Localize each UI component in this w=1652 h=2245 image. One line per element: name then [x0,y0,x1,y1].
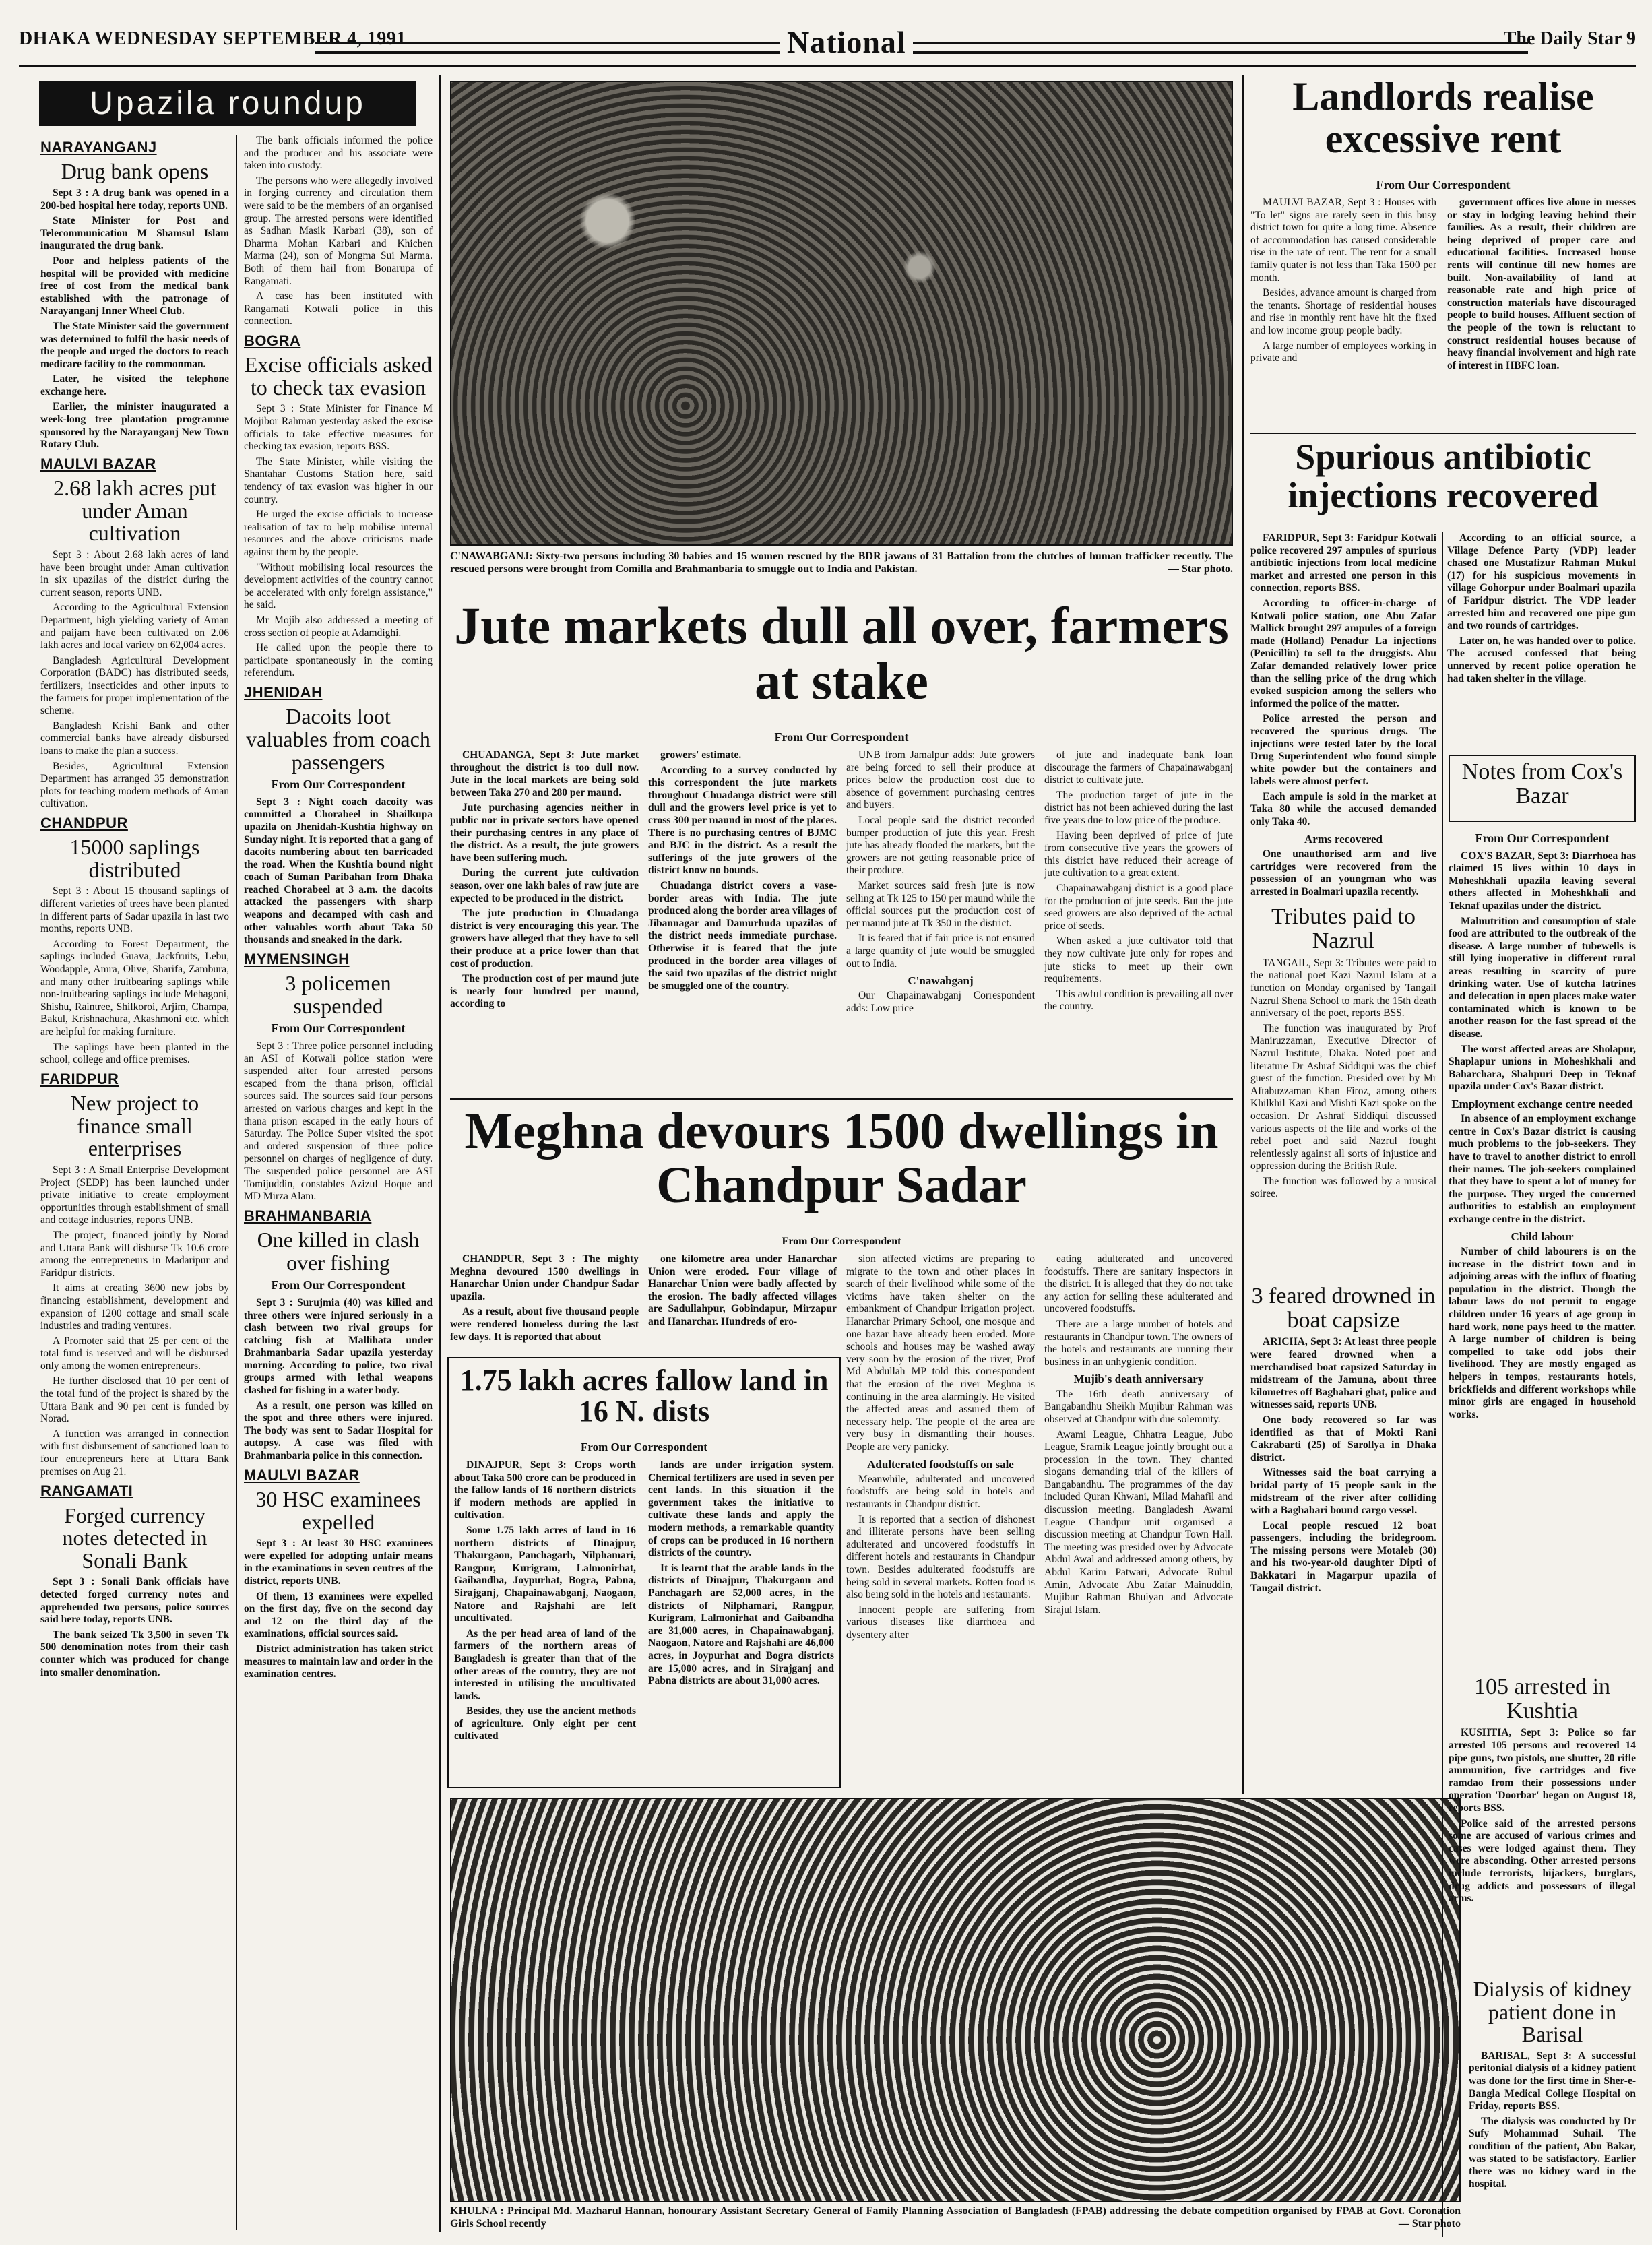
paragraph: Sept 3 : About 2.68 lakh acres of land have been brought under Aman cultivation in six upazilas of the district during the current season, reports UNB. [40,549,229,598]
paragraph: Sept 3 : A Small Enterprise Development Project (SEDP) has been launched under private initiative to create employment opportunities through establishment of small and cottage industries, reports UNB. [40,1164,229,1226]
paragraph: According to a survey conducted by this correspondent the jute markets throughout Chuadanga district were still dull and the growers level price is yet to cross 300 per maund in most of the places. There is no purchasing centres of BJMC and BJC in the district. As a result the sufferings of the jute growers of the district know no bounds. [648,764,837,877]
column-divider [439,75,441,2232]
paragraph: Chapainawabganj district is a good place for the production of jute seeds. But the jute seed growers are also deprived of the actual price of seeds. [1044,882,1233,932]
paragraph: District administration has taken strict measures to maintain law and order in the examination centres. [244,1643,433,1680]
paragraph: Awami League, Chhatra League, Jubo League, Sramik League jointly brought out a procession in the town. They chanted slogans demanding trial of the killers of Bangabandhu. The programmes of the day included Quran Khwani, Milad Mahafil and discussion meeting. Bangladesh Awami League Chandpur unit organised a discussion meeting at Chandpur Town Hall. The meeting was presided over by Advocate Abdul Awal and addressed among others, by Abdul Karim Patwari, Advocate Ruhul Amin, Advocate Abu Zafar Mainuddin, Mujibur Rahman Bhuiyan and Advocate Sirajul Islam. [1044,1428,1233,1616]
jute-column-3 [846,749,1035,1086]
paragraph: There are a large number of hotels and restaurants in Chandpur town. The owners of the hotels and restaurants are running their business in an unhygienic condition. [1044,1318,1233,1368]
jute-headline: Jute markets dull all over, farmers at stake [454,596,1229,710]
jute-column-2 [648,749,837,1086]
article-headline: 15000 saplings distributed [69,835,200,882]
paragraph: The function was followed by a musical soiree. [1250,1175,1436,1200]
paragraph: Bangladesh Agricultural Development Corporation (BADC) has distributed seeds, fertilizers, insecticides and other inputs to the farmers for proper implementation of the scheme. [40,654,229,717]
paragraph: Later on, he was handed over to police. The accused confessed that being unnerved by recent police operation he had taken shelter in the village. [1447,635,1636,685]
antibiotic-headline: Spurious antibiotic injections recovered [1288,437,1599,515]
paragraph: growers' estimate. [660,749,742,761]
article-headline: Forged currency notes detected in Sonali Bank [62,1503,208,1573]
article-headline: Drug bank opens [61,159,209,184]
paragraph: Each ampule is sold in the market at Taka 80 while the accused demanded only Taka 40. [1250,790,1436,828]
paragraph: COX'S BAZAR, Sept 3: Diarrhoea has claimed 15 lives within 10 days in Moheshkhali upazila leaving several others affected in Moheshkhali and Teknaf upazilas under the district. [1449,850,1636,912]
paragraph: He urged the excise officials to increase realisation of tax to help mobilise internal resources and the above criticisms made against them by the people. [244,509,433,559]
paragraph: lands are under irrigation system. Chemical fertilizers are used in seven per cent lands. In this situation if the government takes the initiative to cultivate these lands and apply the modern methods, a remarkable quantity of crops can be produced in 16 northern districts of the country. [648,1459,834,1559]
landlords-column-1 [1250,197,1436,426]
paragraph: According to the Agricultural Extension Department, high yielding variety of Aman and paijam have been cultivated on 2.06 lakh acres and local variety on 62,004 acres. [40,602,229,652]
paragraph: Sept 3 : Three police personnel including an ASI of Kotwali police station were suspended after four arrested persons escaped from the thana prison, official sources said. The sources said four persons arrested on various charges and kept in the thana prison escaped in the early hours of Saturday. The Police Super visited the spot and ordered suspension of three police personnel on charges of negligence of duty. The suspended police personnel are ASI Tomijuddin, constables Azizul Hoque and MD Mirza Alam. [244,1040,433,1203]
paragraph: Sept 3 : A drug bank was opened in a 200-bed hospital here today, reports UNB. [40,187,229,212]
paragraph: of jute and inadequate bank loan discourage the farmers of Chapainawabganj district to cultivate jute. [1044,749,1233,786]
meghna-column-2 [648,1253,837,1354]
coxs-headline: Notes from Cox's Bazar [1461,759,1623,809]
paragraph: Besides, they use the ancient methods of agriculture. Only eight per cent cultivated [454,1705,636,1742]
paragraph: He further disclosed that 10 per cent of the total fund of the project is shared by the Uttara Bank and 90 per cent is funded by Norad. [40,1375,229,1425]
paragraph: The worst affected areas are Sholapur, Shaplapur unions in Moheshkhali and Baharchara, Shahpuri Deep in Teknaf upazila under Cox's Bazar district. [1449,1043,1636,1093]
paragraph: A Promoter said that 25 per cent of the total fund is reserved and will be disbursed only among the women entrepreneurs. [40,1335,229,1372]
fallow-byline: From Our Correspondent [581,1441,707,1453]
article-headline: Tributes paid to Nazrul [1271,904,1416,954]
paragraph: Local people said the district recorded bumper production of jute this year. Fresh jute has already flooded the markets, but the growers are not getting reasonable price of their produce. [846,814,1035,877]
paragraph: Of them, 13 examinees were expelled on the first day, five on the second day and 12 on the third day of the examinations, official sources said. [244,1590,433,1640]
column-divider [1242,75,1244,1794]
paragraph: Besides, Agricultural Extension Department has arranged 35 demonstration plots for teaching modern methods of Aman cultivation. [40,760,229,810]
paragraph: When asked a jute cultivator told that they now cultivate jute only for ropes and jute sticks to meet up their own requirements. [1044,935,1233,985]
column-divider [1442,532,1443,2237]
paragraph: Sept 3 : Sonali Bank officials have detected forged currency notes and apprehended two persons, police sources said here today, reports UNB. [40,1576,229,1626]
landlords-column-2 [1447,197,1636,426]
paragraph: A case has been instituted with Rangamati Kotwali police in this connection. [244,290,433,327]
article-headline: Dialysis of kidney patient done in Barisal [1473,1977,1632,2047]
paragraph: Meanwhile, adulterated and uncovered foodstuffs are being sold in hotels and restaurants in Chandpur district. [846,1473,1035,1511]
subhead: Adulterated foodstuffs on sale [867,1457,1014,1471]
article-headline: 105 arrested in Kushtia [1473,1674,1611,1724]
paragraph: Mr Mojib also addressed a meeting of cross section of people at Adamdighi. [244,614,433,639]
paragraph: government offices live alone in messes or stay in lodging leaving behind their families. As a result, their children are being deprived of proper care and educational facilities. Increased house rents will continue till new homes are built. Non-availability of land at reasonable rate and high price of construction materials have discouraged people to build houses. Affluent section of the people of the town is reluctant to construct residential houses because of heavy financial involvement and high rate of interest in HBFC loan. [1447,197,1636,371]
jute-byline: From Our Correspondent [774,730,909,744]
district-label: JHENIDAH [244,683,323,701]
paragraph: Poor and helpless patients of the hospital will be provided with medicine free of cost from the medical bank established with the patronage of Narayanganj Inner Wheel Club. [40,255,229,317]
photo-caption [450,2205,1461,2230]
paragraph: eating adulterated and uncovered foodstuffs. There are sanitary inspectors in the district. It is alleged that they do not take any action for selling these adulterated and uncovered foodstuffs. [1044,1253,1233,1315]
meghna-column-3 [846,1253,1035,1785]
upazila-roundup-banner: Upazila roundup [39,81,416,126]
paragraph: As the per head area of land of the farmers of the northern areas of Bangladesh is greater than that of the other areas of the country, they are not interested in utilising the uncultivated lands. [454,1627,636,1702]
meghna-byline: From Our Correspondent [782,1236,901,1247]
paragraph: This awful condition is prevailing all over the country. [1044,988,1233,1013]
photo-credit: — Star photo [1398,2218,1461,2230]
paragraph: CHANDPUR, Sept 3 : The mighty Meghna devoured 1500 dwellings in Hanarchar Union under Chandpur Sadar upazila. [450,1253,639,1302]
jute-column-4 [1044,749,1233,1086]
paragraph: FARIDPUR, Sept 3: Faridpur Kotwali police recovered 297 ampules of spurious antibiotic injections from local medicine market and arrested one person in this connection, reports BSS. [1250,532,1436,594]
masthead-date: DHAKA WEDNESDAY SEPTEMBER 4, 1991 [19,28,406,49]
district-label: MAULVI BAZAR [244,1466,360,1484]
paragraph: Some 1.75 lakh acres of land in 16 northern districts of Dinajpur, Thakurgaon, Panchagarh, Nilphamari, Rangpur, Kurigram, Lalmonirhat, Gaibandha, Joypurhat, Bogra, Pabna, Sirajganj, Chapainawabganj, Naogaon, Natore and Rajshahi are left uncultivated. [454,1524,636,1624]
paragraph: Earlier, the minister inaugurated a week-long tree plantation programme sponsored by the Narayanganj New Town Rotary Club. [40,401,229,451]
paragraph: KUSHTIA, Sept 3: Police so far arrested 105 persons and recovered 14 pipe guns, two pistols, one shutter, 20 rifle ammunition, five cartridges and five ramdao from their possessions under operation 'Doorbar' began on August 18, reports BSS. [1449,1727,1636,1814]
paragraph: It is reported that a section of dishonest and illiterate persons have been selling adulterated and uncovered foodstuffs in different hotels and restaurants in Chandpur town. Besides adulterated foodstuffs are being sold in several markets. Rotten food is also being sold in the hotels and restaurants. [846,1513,1035,1601]
paragraph: Sept 3 : About 15 thousand saplings of different varieties of trees have been planted in different parts of Sadar upazila in last two months, reports UNB. [40,885,229,935]
kidney-dialysis-article [1469,1974,1636,2230]
paragraph: Innocent people are suffering from various diseases like diarrhoea and dysentery after [846,1604,1035,1641]
paragraph: Chuadanga district covers a vase-border areas with India. The jute produced along the border area villages of Jibannagar and Damurhuda upazilas of the district needs immediate purchase. Otherwise it is feared that the jute produced in the border area villages of the said two upazilas of the district might be smuggled one of the country. [648,879,837,992]
paragraph: The project, financed jointly by Norad and Uttara Bank will disburse Tk 10.6 crore among the entrepreneurs in Madaripur and Faridpur districts. [40,1229,229,1279]
paragraph: BARISAL, Sept 3: A successful peritonial dialysis of a kidney patient was done for the first time in Sher-e-Bangla Medical College Hospital on Friday, reports BSS. [1469,2050,1636,2112]
district-label: RANGAMATI [40,1482,133,1500]
paragraph: According to an official source, a Village Defence Party (VDP) leader chased one Mustafizur Rahman Mukul (17) for his suspicious movements in village Gohorpur under Boalmari upazila of Faridpur district. The VDP leader arrested him and recovered one pipe gun and two rounds of cartridges. [1447,532,1636,632]
masthead [19,19,1636,62]
paragraph: Sept 3 : Surujmia (40) was killed and three others were injured seriously in a clash between two rival groups for catching fish at Mallihata under Brahmanbaria Sadar upazila yesterday morning. According to police, two rival groups armed with lethal weapons clashed for fishing in a water body. [244,1296,433,1397]
photo-caption-text: KHULNA : Principal Md. Mazharul Hannan, honourary Assistant Secretary General of Family Planning Association of Bangladesh (FPAB) addressing the debate competition organised by FPAB at Govt. Coronation Girls School recently [450,2205,1461,2230]
paragraph: Later, he visited the telephone exchange here. [40,373,229,398]
byline: From Our Correspondent [271,1021,406,1036]
fallow-column-2 [648,1459,834,1783]
district-label: MAULVI BAZAR [40,455,156,472]
paragraph: The production target of jute in the district has not been achieved during the last five years due to low price of the produce. [1044,789,1233,826]
paragraph: Having been deprived of price of jute from consecutive five years the growers of this district have reduced their acreage of jute cultivation to a great extent. [1044,829,1233,879]
meghna-headline: Meghna devours 1500 dwellings in Chandpur Sadar [464,1103,1219,1213]
article-headline: New project to finance small enterprises [70,1091,199,1161]
district-label: MYMENSINGH [244,950,350,968]
paragraph: In absence of an employment exchange centre in Cox's Bazar district is causing much problems to the job-seekers. They have to travel to another district to enroll their names. The job-seekers complained that they have to spent a lot of money for the purpose. They urged the concerned authorities to establish an employment exchange centre in the district. [1449,1113,1636,1226]
section-title: National [780,24,913,60]
photo-caption-text: C'NAWABGANJ: Sixty-two persons including 30 babies and 15 women rescued by the BDR jawans of 31 Battalion from the clutches of human trafficker recently. The rescued persons were brought from Comilla and Brahmanbaria to smuggle out to India and Pakistan. [450,550,1233,575]
paragraph: The persons who were allegedly involved in forging currency and circulation them were said to be the members of an organised group. The arrested persons were identified as Sadhan Masik Karbari (38), son of Dharma Mohan Karbari and Khichen Marma (24), son of Mongma Sui Marma. Both of them hail from Bonarupa of Rangamati. [244,175,433,287]
paragraph: Our Chapainawabganj Correspondent adds: Low price [846,990,1035,1015]
fallow-column-1 [454,1459,636,1783]
paragraph: DINAJPUR, Sept 3: Crops worth about Taka 500 crore can be produced in the fallow lands of 16 northern districts if modern methods are applied in cultivation. [454,1459,636,1521]
jute-column-1 [450,749,639,1086]
subhead: Employment exchange centre needed [1451,1097,1633,1110]
paragraph: The jute production in Chuadanga district is very encouraging this year. The growers have alleged that they have to sell their produce at a price lower than that cost of production. [450,908,639,970]
district-label: CHANDPUR [40,814,128,831]
district-label: BRAHMANBARIA [244,1207,372,1224]
article-headline: Dacoits loot valuables from coach passengers [246,704,431,774]
paragraph: Police said of the arrested persons some are accused of various crimes and cases were lodged against them. They were absconding. Other arrested persons include terrorists, hijackers, burglars, drug addicts and possessors of illegal arms. [1449,1817,1636,1905]
paragraph: Sept 3 : Night coach dacoity was committed a Chorabeel in Shailkupa upazila on Jhenidah-Kushtia highway on Sunday night. It is reported that a gang of dacoits numbering about ten barricaded the road. When the Kushtia bound night coach of Suman Paribahan from Dhaka reached Chorabeel at 3 a.m. the dacoits attacked the passengers with sharp weapons and decamped with cash and other valuables worth about Taka 50 thousands and sneaked in the dark. [244,796,433,946]
section-divider [450,1098,1233,1100]
byline: From Our Correspondent [271,778,406,792]
paragraph: Malnutrition and consumption of stale food are attributed to the outbreak of the disease. A large number of tubewells is still lying inoperative in different rural areas resulting in scarcity of pure drinking water. Use of kutcha latrines and defecation in open places make water contaminated which is known to be another reason for the fast spread of the disease. [1449,915,1636,1040]
article-headline: 2.68 lakh acres put under Aman cultivation [53,476,216,546]
rescued-persons-photo [450,81,1233,546]
paragraph: The bank seized Tk 3,500 in seven Tk 500 denomination notes from their cash counter which was produced for change into smaller denomination. [40,1629,229,1678]
boat-capsize-article [1250,1280,1436,1792]
article-headline: 3 policemen suspended [285,971,391,1018]
article-headline: 3 feared drowned in boat capsize [1251,1284,1436,1333]
paragraph: CHUADANGA, Sept 3: Jute market throughout the district is too dull now. Jute in the local markets are being sold between Taka 270 and 280 per maund. [450,749,639,798]
paragraph: "Without mobilising local resources the development activities of the country cannot be accelerated with only foreign assistance," he said. [244,561,433,611]
column-divider [236,135,237,2230]
paragraph: Police arrested the person and recovered the spurious drugs. The injections were tested later by the local Drug Superintendent who found simple white powder but the containers and labels were almost perfect. [1250,713,1436,788]
landlords-byline: From Our Correspondent [1376,178,1511,191]
meghna-column-1 [450,1253,639,1354]
paragraph: A function was arranged in connection with first disbursement of sanctioned loan to four entrepreneurs here at Uttara Bank premises on Aug 21. [40,1428,229,1478]
article-headline: Excise officials asked to check tax evasion [244,352,433,400]
section-divider [1250,433,1636,434]
paragraph: The dialysis was conducted by Dr Sufy Mohammad Suhail. The condition of the patient, Abu Bakar, was stated to be satisfactory. Earlier there was no kidney ward in the hospital. [1469,2115,1636,2190]
paragraph: Jute purchasing agencies neither in public nor in private sectors have opened their purchasing centres in any place of the district. As a result, the jute growers have been suffering much. [450,802,639,864]
paragraph: The 16th death anniversary of Bangabandhu Sheikh Mujibur Rahman was observed at Chandpur with due solemnity. [1044,1388,1233,1425]
paragraph: According to Forest Department, the saplings included Guava, Jackfruits, Lebu, Woodapple, Amra, Olive, Sharifa, Zambura, and many other fruitbearing saplings while non-fruitbearing saplings include Mehagoni, Shishu, Raintree, Shilkoroi, Arjim, Champa, Bakul, Krishnachura, Akashmoni etc. which are helpful for making furniture. [40,938,229,1038]
paragraph: sion affected victims are preparing to migrate to the town and other places in search of their livelihood while some of the victims have taken shelter on the embankment of Chandpur Irrigation project. Hanarchar Primary School, one mosque and one bazar have already been eroded. More schools and houses may be washed away very soon by the erosion of the river, Prof Md Abdullah MP told this correspondent that the erosion of the river Meghna is continuing in the area alarmingly. He visited the affected areas and assured them of necessary help. The people of the area are very busy in dismantling their houses. People are very panicky. [846,1253,1035,1453]
paragraph: Market sources said fresh jute is now selling at Tk 125 to 150 per maund while the official sources put the production cost of per maund jute at Tk 350 in the district. [846,879,1035,929]
paragraph: Sept 3 : State Minister for Finance M Mojibor Rahman yesterday asked the excise officials to take effective measures for checking tax evasion, reports BSS. [244,403,433,453]
coxs-bazar-article [1449,830,1636,1672]
paragraph: Sept 3 : At least 30 HSC examinees were expelled for adopting unfair means in the examinations in seven centres of the district, reports UNB. [244,1538,433,1587]
subhead: C'nawabganj [908,974,974,988]
paragraph: one kilometre area under Hanarchar Union were eroded. Four village of Hanarchar Union were badly affected by the erosion. The badly affected villages are Sadullahpur, Gobindapur, Mirzapur and Hanarchar. Hundreds of ero- [648,1253,837,1327]
upazila-column-2 [244,135,433,2230]
kushtia-article [1449,1671,1636,1967]
masthead-rule [315,42,1528,54]
paragraph: The State Minister, while visiting the Shantahar Customs Station here, said tendency of tax evasion was higher in our country. [244,455,433,505]
district-label: NARAYANGANJ [40,139,157,156]
paragraph: UNB from Jamalpur adds: Jute growers are being forced to sell their produce at prices below the production cost due to absence of government purchasing centres and buyers. [846,749,1035,811]
antibiotic-column-1 [1250,532,1436,1273]
paragraph: It is feared that if fair price is not ensured a large quantity of jute would be smuggled out to India. [846,932,1035,970]
district-label: FARIDPUR [40,1070,119,1087]
paragraph: One body recovered so far was identified as that of Mokti Rani Cakrabarti (25) of Sarollya in Dhaka district. [1250,1414,1436,1463]
paper-name-page: The Daily Star 9 [1503,28,1636,49]
subhead: Arms recovered [1304,832,1383,846]
fallow-headline: 1.75 lakh acres fallow land in 16 N. dists [459,1364,829,1428]
paragraph: State Minister for Post and Telecommunication M Shamsul Islam inaugurated the drug bank. [40,215,229,252]
paragraph: He called upon the people there to participate spontaneously in the coming referendum. [244,642,433,679]
paragraph: As a result, about five thousand people were rendered homeless during the last few days. It is reported that about [450,1306,639,1343]
top-rule [19,65,1636,67]
subhead: Mujib's death anniversary [1073,1372,1204,1386]
paragraph: ARICHA, Sept 3: At least three people were feared drowned when a merchandised boat capsized Saturday in midstream of the Jamuna, about three kilometres off Baghabari ghat, police and witnesses said, reports UNB. [1250,1336,1436,1411]
paragraph: Number of child labourers is on the increase in the district town and in adjoining areas with the influx of floating population in the district. Though the labour laws do not permit to engage children under 16 years of age group in hard work, none pays heed to the matter. A large number of children is being compelled to take odd jobs their livelihood. They are mostly engaged as helpers in tempos, restaurants hotels, brickfields and different workshops while minor girls are engaged in household works. [1449,1246,1636,1420]
byline: From Our Correspondent [1475,831,1610,845]
photo-credit: — Star photo. [1168,563,1233,575]
paragraph: The bank officials informed the police and the producer and his associate were taken into custody. [244,135,433,172]
subhead: Child labour [1511,1230,1574,1243]
paragraph: It is learnt that the arable lands in the districts of Dinajpur, Thakurgaon and Panchagarh are 52,000 acres, in the districts of Nilphamari, Rangpur, Kurigram, Lalmonirhat and Gaibandha are 31,000 acres, in Chapainawabganj, Naogaon, Natore and Rajshahi are 46,000 acres, in Joypurhat and Bogra districts are 15,000 acres, and in Sirajganj and Pabna districts are about 31,000 acres. [648,1562,834,1687]
article-headline: One killed in clash over fishing [257,1228,420,1275]
paragraph: Bangladesh Krishi Bank and other commercial banks have already disbursed loans to make the plan a success. [40,720,229,757]
paragraph: One unauthorised arm and live cartridges were recovered from the possession of an youngman who was arrested in Boalmari upazila recently. [1250,848,1436,897]
photo-caption [450,550,1233,575]
paragraph: The State Minister said the government was determined to fulfil the basic needs of the people and urged the doctors to reach medicare facility to the commonman. [40,320,229,370]
district-label: BOGRA [244,331,301,349]
paragraph: The production cost of per maund jute is nearly four hundred per maund, according to [450,973,639,1010]
paragraph: Witnesses said the boat carrying a bridal party of 15 people sank in the midstream of the river after colliding with a Baghabari bound cargo vessel. [1250,1467,1436,1517]
upazila-column-1 [40,135,229,2230]
paragraph: It aims at creating 3600 new jobs by financing establishment, development and expansion of 1200 cottage and small scale industries and trading ventures. [40,1282,229,1332]
byline: From Our Correspondent [271,1278,406,1292]
paragraph: Local people rescued 12 boat passengers, including the bridegroom. The missing persons were Motaleb (30) and his two-year-old daughter Dipti of Bakkatari in Magarpur upazila of Tangail district. [1250,1519,1436,1594]
landlords-headline: Landlords realise excessive rent [1292,74,1594,161]
paragraph: Besides, advance amount is charged from the tenants. Shortage of residential houses and rise in monthly rent have hit the fixed and low income group people badly. [1250,287,1436,336]
article-headline: 30 HSC examinees expelled [255,1487,421,1534]
antibiotic-column-2 [1447,532,1636,748]
paragraph: As a result, one person was killed on the spot and three others were injured. The body was sent to Sadar Hospital for autopsy. A case was filed with Brahmanbaria police in this connection. [244,1399,433,1462]
paragraph: MAULVI BAZAR, Sept 3 : Houses with "To let" signs are rarely seen in this busy district town for quite a long time. Absence of accommodation has caused considerable rise in the rate of rent. The rent for a small family quater is not less than Taka 1500 per month. [1250,197,1436,284]
paragraph: According to officer-in-charge of Kotwali police station, one Abu Zafar Mallick brought 297 ampules of a foreign made (Holland) Penadur La injections (Penicillin) to sell to the druggists. Abu Zafar demanded relatively lower price than the selling price of the drug which evoked suspicion among the sellers who informed the police of the matter. [1250,597,1436,709]
paragraph: TANGAIL, Sept 3: Tributes were paid to the national poet Kazi Nazrul Islam at a function on Monday organised by Tangail Nazrul Shena School to mark the 15th death anniversary of the poet, reports BSS. [1250,957,1436,1019]
paragraph: A large number of employees working in private and [1250,340,1436,365]
khulna-debate-photo [450,1798,1461,2202]
paragraph: During the current jute cultivation season, over one lakh bales of raw jute are expected to be produced in the district. [450,867,639,904]
paragraph: The saplings have been planted in the school, college and office premises. [40,1041,229,1066]
meghna-column-4 [1044,1253,1233,1785]
paragraph: The function was inaugurated by Prof Maniruzzaman, Executive Director of Nazrul Institute, Dhaka. Noted poet and literature Dr Ashraf Siddiqui was the chief guest of the function. Presided over by Mr Aftabuzzaman Khan Firoz, among others Khilkhil Kazi and Mishti Kazi spoke on the occasion. Dr Ashraf Siddiqui discussed various aspects of the life and works of the rebel poet and said Nazrul fought relentlessly against all sorts of injustice and oppression during the British Rule. [1250,1022,1436,1172]
